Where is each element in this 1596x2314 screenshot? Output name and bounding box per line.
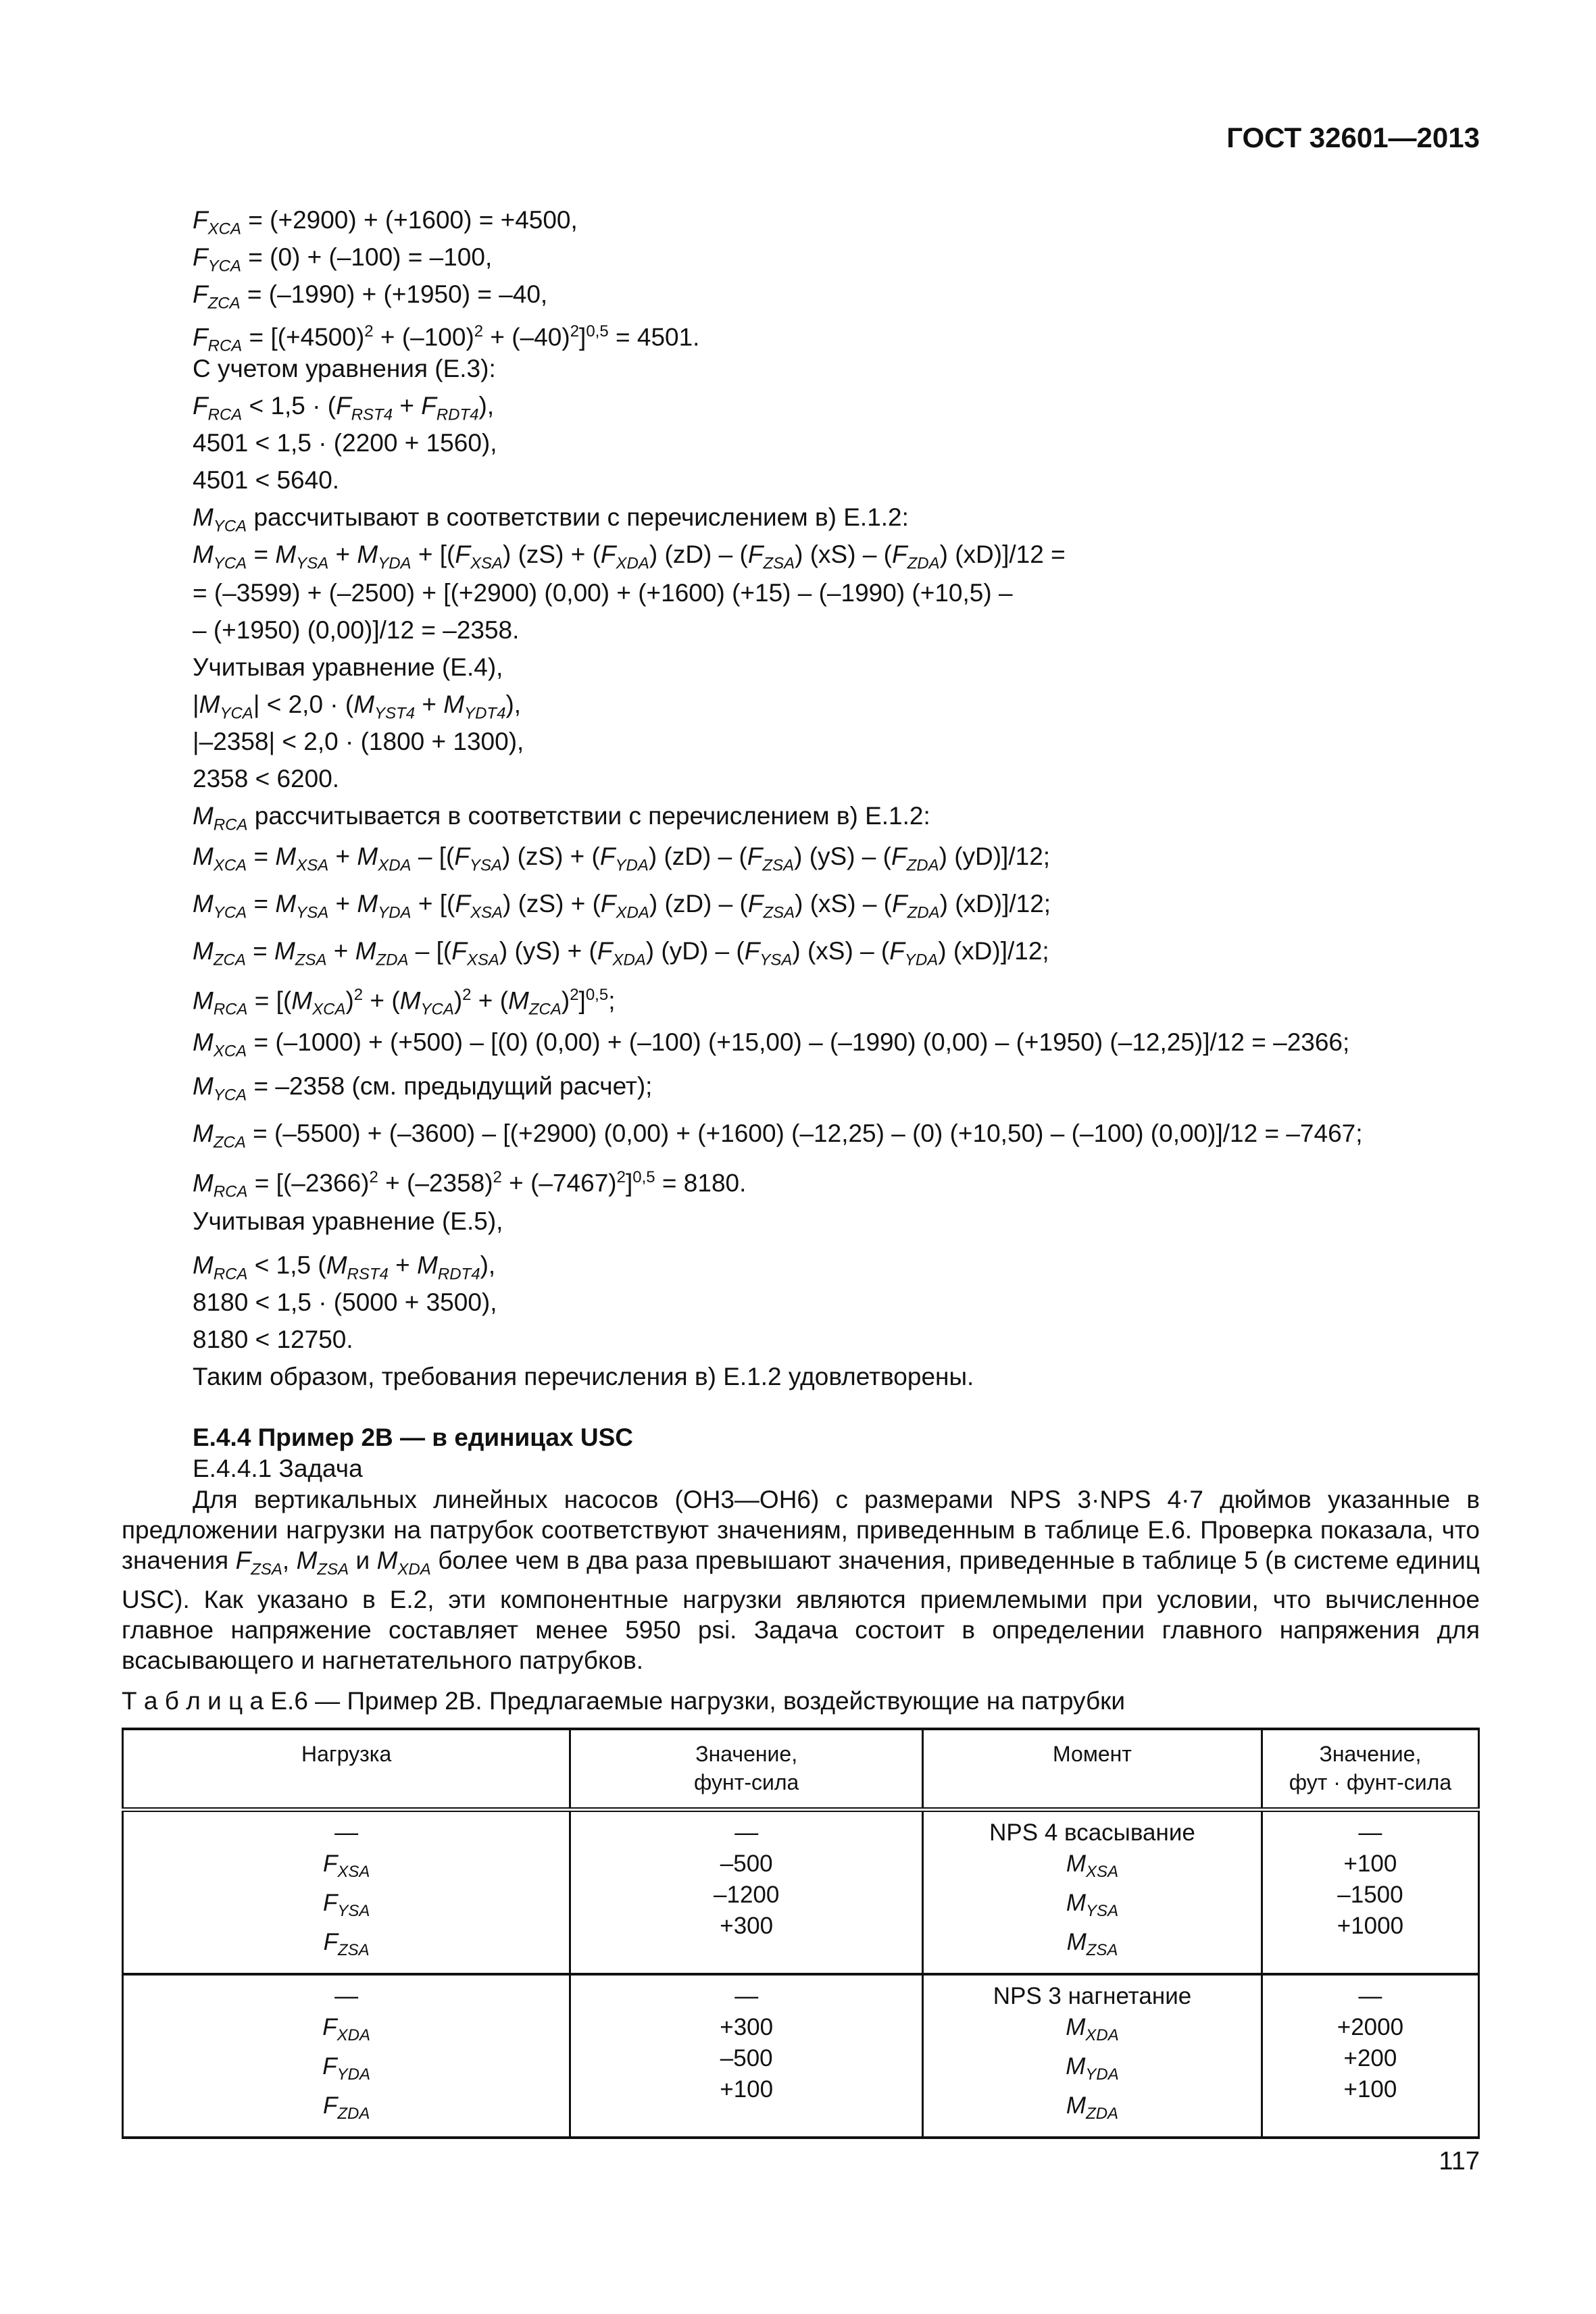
table-cell: — +300 –500 +100 (570, 1974, 923, 2138)
calc-line: $M_{RCA}$ рассчитывается в соответствии с перечислением в) Е.1.2: (193, 802, 930, 834)
table-header-cell: Значение, фунт-сила (570, 1729, 923, 1810)
calc-line: $F_{ZCA} = (-1990) + (+1950) = -40$, (193, 280, 548, 313)
loads-table (122, 1728, 1480, 2139)
section-title: Е.4.4 Пример 2В — в единицах USC (193, 1424, 633, 1451)
table-cell: — $F_{XSA}$ $F_{YSA}$ $F_{ZSA}$ (123, 1810, 570, 1975)
calc-line: = (–3599) + (–2500) + [(+2900) (0,00) + (+1600) (+15) – (–1990) (+10,5) – (193, 579, 1013, 607)
table-header-cell: Момент (923, 1729, 1262, 1810)
calc-line: |–2358| < 2,0 · (1800 + 1300), (193, 728, 524, 755)
table-cell: NPS 3 нагнетание $M_{XDA}$ $M_{YDA}$ $M_{ZDA}$ (923, 1974, 1262, 2138)
calc-line: $F_{XCA} = (+2900) + (+1600) = +4500$, (193, 206, 578, 238)
calc-line: 8180 < 1,5 · (5000 + 3500), (193, 1288, 497, 1316)
table-cell: — +2000 +200 +100 (1262, 1974, 1478, 2138)
table-cell: NPS 4 всасывание $M_{XSA}$ $M_{YSA}$ $M_{ZSA}$ (923, 1810, 1262, 1975)
calc-line: $M_{ZCA} = (-5500) + (-3600) - [(+2900) (0,00) + (+1600)$ (–12,25) – (0) (+10,50) – (–100) (0,00)]/12 = –7467; (193, 1120, 1363, 1152)
calc-line: $M_{ZCA} = M_{ZSA} + M_{ZDA} - [(F_{XSA}) (yS) + (F_{XDA})$ $(yD) - (F_{YSA})$ $(xS) - (F_{YDA})$ (xD)]/12; (193, 937, 1049, 970)
calc-line: $M_{RCA} < 1,5$ $(M_{RST4} + M_{RDT4})$, (193, 1251, 496, 1284)
table-cell: — +100 –1500 +1000 (1262, 1810, 1478, 1975)
calc-line: $M_{RCA} = [(-2366)^2 + (-2358)^2 + (-7467)^2]^{0,5} = 8180$. (193, 1168, 747, 1201)
calc-line: 2358 < 6200. (193, 765, 340, 793)
calc-line: $M_{XCA} = (-1000) + (+500) - [(0) (0,00) + (-100)$ (+15,00) – (–1990) (0,00) – (+1950) (–12,25)]/12 = –2366; (193, 1028, 1350, 1061)
table-caption: Т а б л и ц а Е.6 — Пример 2В. Предлагаемые нагрузки, воздействующие на патрубки (122, 1687, 1126, 1715)
table-header-cell: Нагрузка (123, 1729, 570, 1810)
calc-line: 8180 < 12750. (193, 1326, 353, 1353)
calc-line: $F_{RCA} < 1,5 \cdot (F_{RST4} + F_{RDT4})$, (193, 392, 495, 424)
section-subtitle: Е.4.4.1 Задача (193, 1455, 363, 1482)
calc-line: $M_{YCA} = M_{YSA} + M_{YDA} + [(F_{XSA}) (zS) + (F_{XDA})$ $(zD) - (F_{ZSA})$ $(xS) - (F_{ZDA})$ (xD)]/12; (193, 890, 1051, 922)
table-header-cell: Значение, фут · фунт-сила (1262, 1729, 1478, 1810)
calc-line: $M_{YCA}$ рассчитывают в соответствии с перечислением в) Е.1.2: (193, 503, 909, 536)
calc-line: $F_{RCA} = [(+4500)^2 + (-100)^2 + (-40)^2]^{0,5} = 4501$. (193, 322, 700, 355)
table-cell: — $F_{XDA}$ $F_{YDA}$ $F_{ZDA}$ (123, 1974, 570, 2138)
calc-line: Учитывая уравнение (Е.4), (193, 653, 503, 681)
table-row-group (123, 1974, 1479, 2138)
calc-line: $M_{YCA} = M_{YSA} + M_{YDA} + [(F_{XSA}) (zS) + (F_{XDA})$ $(zD) - (F_{ZSA})$ $(xS) - (F_{ZDA}) (xD)]/12$ = (193, 540, 1066, 573)
table-cell: — –500 –1200 +300 (570, 1810, 923, 1975)
calc-line: $M_{XCA} = M_{XSA} + M_{XDA} - [(F_{YSA}) (zS) + (F_{YDA})$ $(zD) - (F_{ZSA})$ $(yS) - (F_{ZDA})$ (yD)]/12; (193, 842, 1051, 875)
calc-line: – (+1950) (0,00)]/12 = –2358. (193, 616, 520, 644)
calc-line: С учетом уравнения (Е.3): (193, 355, 496, 382)
calc-line: Таким образом, требования перечисления в) Е.1.2 удовлетворены. (193, 1363, 974, 1390)
page-number: 117 (1439, 2147, 1480, 2175)
calc-line: $F_{YCA} = (0) + (-100) = -100$, (193, 243, 493, 276)
calc-line: 4501 < 5640. (193, 466, 340, 494)
calc-line: 4501 < 1,5 · (2200 + 1560), (193, 429, 497, 457)
table-row-group (123, 1810, 1479, 1975)
calc-line: $M_{RCA} = [(M_{XCA})^2 + (M_{YCA})^2 + (M_{ZCA})^2]^{0,5}$; (193, 986, 616, 1019)
calc-line: $|M_{YCA}| < 2,0 \cdot (M_{YST4} + M_{YDT4})$, (193, 690, 522, 723)
standard-header: ГОСТ 32601—2013 (1226, 122, 1480, 153)
calc-line: $M_{YCA} = -2358$ (см. предыдущий расчет); (193, 1072, 653, 1105)
task-paragraph: Для вертикальных линейных насосов (ОН3—ОН6) с размерами NPS 3·NPS 4·7 дюймов указанные в предложении нагрузки на патрубок соответствуют значениям, приведенным в таблице Е.6. Проверка показала, что значения $F_{ZSA}$, $M_{ZSA}$ и $M_{XDA}$ более чем в два раза превышают значения, приведенные в таблице 5 (в системе единиц USC). Как указано в Е.2, эти компонентные нагрузки являются приемлемыми при условии, что вычисленное главное напряжение составляет менее 5950 psi. Задача состоит в определении главного напряжения для всасывающего и нагнетательного патрубков. (122, 1486, 1480, 1675)
calc-line: Учитывая уравнение (Е.5), (193, 1207, 503, 1235)
